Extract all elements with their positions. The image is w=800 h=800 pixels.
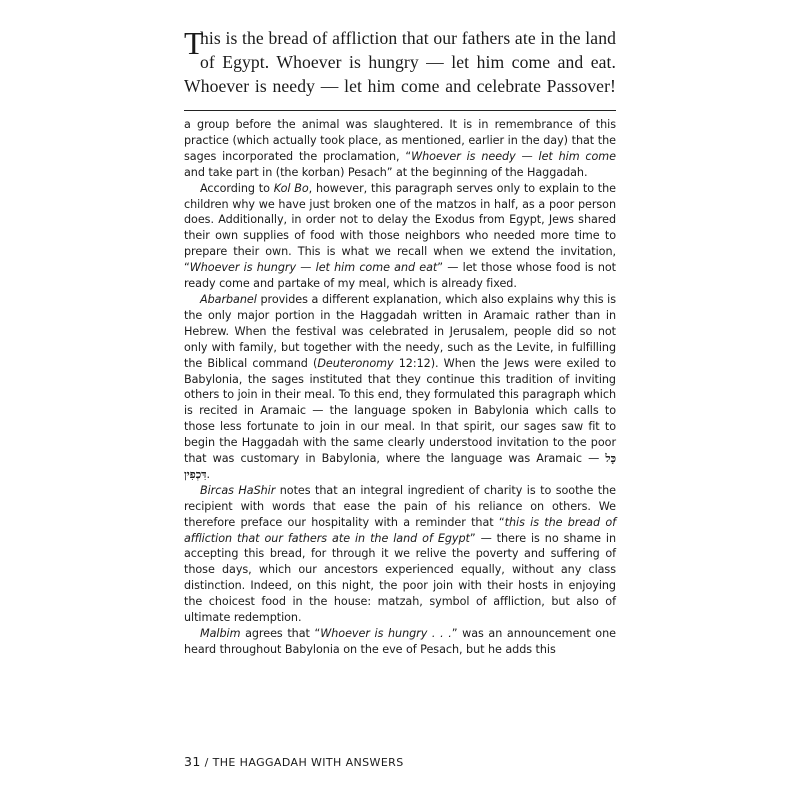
italic-span: Whoever is hungry . . . bbox=[320, 627, 452, 640]
paragraph-4 bbox=[184, 483, 616, 626]
header-quote bbox=[184, 26, 616, 98]
header-quote-line-1: his is the bread of affliction that our fathers ate in the land bbox=[200, 28, 616, 48]
text-span: and take part in (the korban) Pesach” at the beginning of the Haggadah. bbox=[184, 165, 588, 179]
text-span: According to bbox=[200, 181, 274, 195]
text-span: , however, this paragraph serves only to explain to the children why we have just broken one of the matzos in half, as a poor person does. Additionally, in order not to delay the Exodus from Egypt, Jews shared their own supplies of food with those neighbors who needed more time to prepare their own. This is what we recall when we extend the invitation, “ bbox=[184, 181, 616, 275]
paragraph-3 bbox=[184, 292, 616, 483]
text-span: provides a different explanation, which also explains why this is the only major portion in the Haggadah written in Aramaic rather than in Hebrew. When the festival was celebrated in Jerusalem, people did so not only with family, but together with the needy, such as the Levite, in fulfilling the Biblical command ( bbox=[184, 292, 616, 370]
paragraph-1 bbox=[184, 117, 616, 181]
italic-span: Whoever is hungry — let him come and eat bbox=[189, 261, 438, 275]
text-span: ” was an announcement one heard throughout Babylonia on the eve of Pesach, but he adds this bbox=[184, 627, 616, 656]
italic-span: Abarbanel bbox=[200, 292, 257, 306]
text-span: ” — there is no shame in accepting this bread, for through it we relive the poverty and suffering of those days, which our ancestors experienced equally, without any class distinction. Indeed, on this night, the poor join with their hosts in enjoying the choicest food in the house: matzah, symbol of affliction, but also of ultimate redemption. bbox=[184, 531, 616, 625]
page-number: 31 bbox=[184, 754, 201, 769]
text-span: 12:12). When the Jews were exiled to Babylonia, the sages instituted that they continue this tradition of inviting others to join in their meal. To this end, they formulated this paragraph which is recited in Aramaic — the language spoken in Babylonia which calls to those less fortunate to join in our meal. In that spirit, our sages saw fit to begin the Haggadah with the same clearly understood invitation to the poor that was customary in Babylonia, where the language was Aramaic — bbox=[184, 356, 616, 466]
italic-span: Deuteronomy bbox=[317, 356, 394, 370]
italic-span: Bircas HaShir bbox=[200, 483, 276, 497]
italic-span: this is the bread of affliction that our fathers ate in the land of Egypt bbox=[184, 515, 616, 545]
footer-separator: / bbox=[200, 756, 213, 769]
text-span: . bbox=[206, 467, 210, 481]
page-footer bbox=[184, 754, 404, 769]
italic-span: Kol Bo bbox=[273, 181, 309, 195]
text-span: agrees that “ bbox=[240, 627, 321, 640]
header-quote-line-2: of Egypt. Whoever is hungry — let him come and eat. bbox=[200, 52, 616, 72]
drop-cap: T bbox=[184, 25, 204, 61]
italic-span: Whoever is needy — let him come bbox=[411, 149, 616, 163]
paragraph-5 bbox=[184, 626, 616, 658]
divider-rule bbox=[184, 110, 616, 111]
text-span: a group before the animal was slaughtered. It is in remembrance of this practice (which actually took place, as mentioned, earlier in the day) that the sages incorporated the proclamation, “ bbox=[184, 118, 616, 163]
paragraph-2 bbox=[184, 181, 616, 292]
header-quote-line-3: Whoever is needy — let him come and celebrate Passover! bbox=[184, 76, 616, 96]
page bbox=[184, 26, 616, 658]
text-span: notes that an integral ingredient of charity is to soothe the recipient with words that ease the pain of his reliance on others. We therefore preface our hospitality with a reminder that “ bbox=[184, 483, 616, 529]
italic-span: Malbim bbox=[200, 627, 241, 640]
hebrew-phrase: כָּל דִּכְפִין bbox=[184, 451, 616, 481]
text-span: ” — let those whose food is not ready come and partake of my meal, which is already fixed. bbox=[184, 261, 617, 291]
book-title: THE HAGGADAH WITH ANSWERS bbox=[212, 756, 404, 769]
body-text bbox=[184, 117, 616, 658]
